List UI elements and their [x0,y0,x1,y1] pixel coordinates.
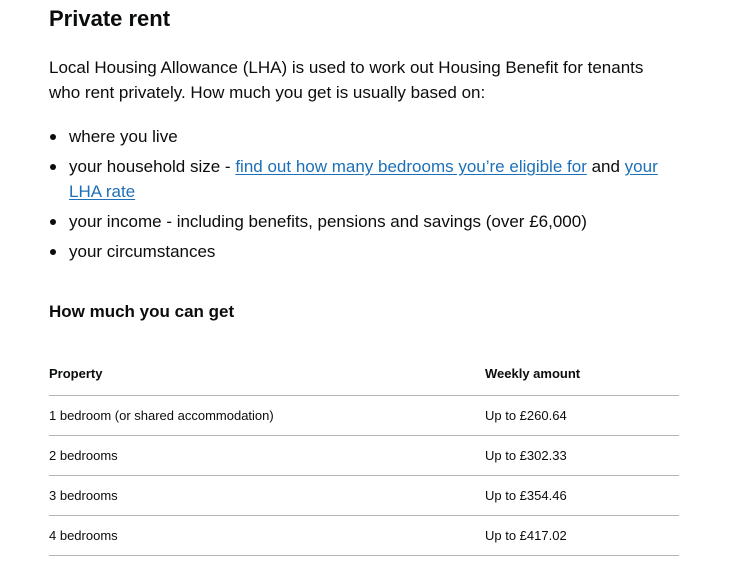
how-much-heading: How much you can get [49,302,235,321]
header-property: Property [49,366,103,381]
bullet-icon [50,249,56,255]
property-cell: 2 bedrooms [49,448,118,463]
intro-paragraph: Local Housing Allowance (LHA) is used to work out Housing Benefit for tenants who rent privately. How much you get is usually based on: [49,58,644,102]
amount-cell: Up to £260.64 [485,408,567,423]
amount-cell: Up to £302.33 [485,448,567,463]
property-cell: 1 bedroom (or shared accommodation) [49,408,274,423]
list-item [49,154,669,204]
bullet-icon [50,219,56,225]
table-row [49,516,679,556]
table-header-row [49,355,679,396]
list-item-text: and [586,157,625,176]
bullet-icon [50,134,56,140]
list-item [49,209,669,234]
property-cell: 3 bedrooms [49,488,118,503]
table-row [49,476,679,516]
header-weekly-amount: Weekly amount [485,366,581,381]
weekly-amount-table [49,355,679,556]
eligibility-list [49,124,669,269]
list-item-text: your household size - [69,157,236,176]
list-item-text: where you live [69,127,178,146]
lha-rate-link[interactable]: your LHA rate [69,157,658,201]
section-title: Private rent [49,6,171,31]
list-item [49,239,669,264]
amount-cell: Up to £354.46 [485,488,567,503]
list-item-text: your circumstances [69,242,216,261]
property-cell: 4 bedrooms [49,528,118,543]
bullet-icon [50,164,56,170]
table-row [49,396,679,436]
table-row [49,436,679,476]
list-item-text: your income - including benefits, pensions and savings (over £6,000) [69,212,587,231]
bedrooms-eligibility-link[interactable]: find out how many bedrooms you’re eligible for [235,157,587,176]
amount-cell: Up to £417.02 [485,528,567,543]
list-item [49,124,669,149]
